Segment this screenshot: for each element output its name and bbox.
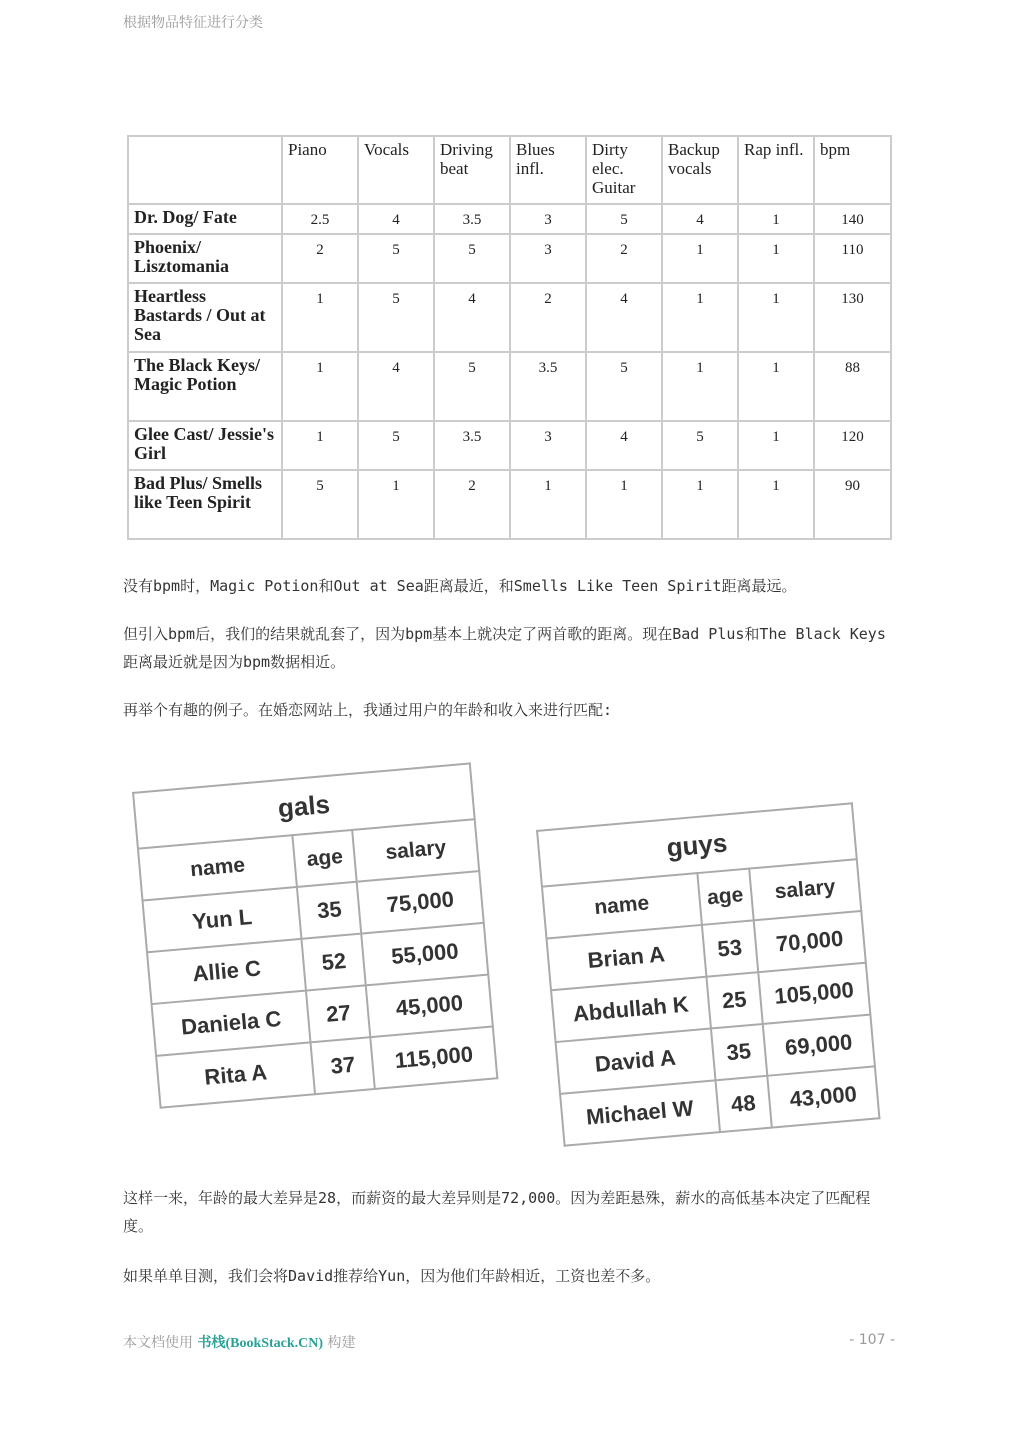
table-cell: 4: [586, 283, 662, 352]
column-header: Backup vocals: [662, 136, 738, 204]
column-header: age: [697, 869, 753, 925]
table-cell: 105,000: [758, 963, 870, 1024]
table-cell: 130: [814, 283, 891, 352]
column-header: name: [138, 835, 297, 900]
table-row: [128, 352, 891, 421]
table-cell: 4: [358, 204, 434, 234]
footer-credit: [123, 1332, 356, 1352]
table-cell: 1: [738, 204, 814, 234]
table-cell: 140: [814, 204, 891, 234]
table-cell: 43,000: [767, 1066, 879, 1127]
table-cell: 1: [738, 352, 814, 421]
table-title: guys: [537, 803, 857, 886]
table-cell: 5: [358, 283, 434, 352]
table-cell: 3.5: [434, 421, 510, 470]
table-cell: 1: [662, 234, 738, 283]
table-cell: 69,000: [763, 1015, 875, 1076]
table-cell: 55,000: [362, 923, 489, 985]
table-cell: 90: [814, 470, 891, 539]
table-cell: 48: [715, 1076, 771, 1132]
table-cell: 3: [510, 421, 586, 470]
table-cell: 1: [358, 470, 434, 539]
column-header: salary: [352, 819, 479, 881]
table-title: gals: [133, 763, 475, 848]
page-header: 根据物品特征进行分类: [123, 15, 263, 31]
table-cell: 25: [706, 972, 762, 1028]
table-cell: 5: [434, 234, 510, 283]
table-cell: 5: [434, 352, 510, 421]
table-cell: 1: [738, 283, 814, 352]
table-cell: 5: [282, 470, 358, 539]
table-cell: 37: [311, 1037, 375, 1094]
column-header: age: [293, 830, 357, 887]
table-cell: 5: [358, 421, 434, 470]
table-cell: 120: [814, 421, 891, 470]
column-header: [128, 136, 282, 204]
table-cell: 2: [510, 283, 586, 352]
table-cell: 2.5: [282, 204, 358, 234]
table-cell: 2: [282, 234, 358, 283]
column-header: Driving beat: [434, 136, 510, 204]
table-row: [128, 421, 891, 470]
song-name: Glee Cast/ Jessie's Girl: [128, 421, 282, 470]
table-cell: Rita A: [156, 1042, 315, 1107]
guys-table: [536, 802, 881, 1147]
table-cell: 3.5: [434, 204, 510, 234]
table-cell: 35: [711, 1024, 767, 1080]
table-cell: 1: [282, 352, 358, 421]
song-name: The Black Keys/ Magic Potion: [128, 352, 282, 421]
table-cell: 4: [434, 283, 510, 352]
table-cell: 52: [302, 934, 366, 991]
table-row: [128, 470, 891, 539]
paragraph: 这样一来，年龄的最大差异是28，而薪资的最大差异则是72,000。因为差距悬殊，薪水的高低基本决定了匹配程度。: [123, 1189, 871, 1235]
table-cell: 75,000: [357, 871, 484, 933]
table-cell: 27: [306, 985, 370, 1042]
table-cell: 1: [510, 470, 586, 539]
paragraph: 再举个有趣的例子。在婚恋网站上，我通过用户的年龄和收入来进行匹配:: [123, 701, 613, 719]
table-cell: 1: [662, 283, 738, 352]
music-feature-table: [127, 135, 892, 540]
table-cell: 70,000: [753, 911, 865, 972]
table-cell: 5: [586, 352, 662, 421]
song-name: Dr. Dog/ Fate: [128, 204, 282, 234]
song-name: Bad Plus/ Smells like Teen Spirit: [128, 470, 282, 539]
table-cell: 1: [738, 234, 814, 283]
column-header: bpm: [814, 136, 891, 204]
column-header: Blues infl.: [510, 136, 586, 204]
table-cell: 115,000: [371, 1026, 498, 1088]
column-header: Piano: [282, 136, 358, 204]
table-cell: Allie C: [147, 939, 306, 1004]
column-header: name: [542, 873, 702, 938]
table-cell: Yun L: [142, 887, 301, 952]
table-cell: Abdullah K: [551, 977, 711, 1042]
table-row: [128, 204, 891, 234]
table-cell: 3.5: [510, 352, 586, 421]
table-cell: 88: [814, 352, 891, 421]
table-cell: Brian A: [546, 925, 706, 990]
table-cell: 4: [662, 204, 738, 234]
table-row: [128, 283, 891, 352]
paragraph: 如果单单目测，我们会将David推荐给Yun，因为他们年龄相近，工资也差不多。: [123, 1267, 661, 1285]
table-cell: 1: [586, 470, 662, 539]
page-number: - 107 -: [849, 1332, 895, 1348]
table-cell: 5: [586, 204, 662, 234]
song-name: Heartless Bastards / Out at Sea: [128, 283, 282, 352]
table-cell: 1: [662, 470, 738, 539]
table-cell: 1: [738, 470, 814, 539]
paragraph: 但引入bpm后，我们的结果就乱套了，因为bpm基本上就决定了两首歌的距离。现在Bad Plus和The Black Keys距离最近就是因为bpm数据相近。: [123, 625, 886, 671]
table-cell: 35: [297, 882, 361, 939]
table-cell: 1: [662, 352, 738, 421]
table-cell: 3: [510, 234, 586, 283]
column-header: Vocals: [358, 136, 434, 204]
gals-table: [132, 762, 498, 1108]
table-cell: 4: [358, 352, 434, 421]
table-cell: 45,000: [366, 975, 493, 1037]
footer-suffix: 构建: [323, 1335, 356, 1351]
bookstack-link[interactable]: 书栈(BookStack.CN): [197, 1336, 324, 1351]
table-cell: Michael W: [560, 1080, 720, 1145]
table-cell: David A: [556, 1029, 716, 1094]
column-header: salary: [749, 859, 861, 920]
table-cell: 110: [814, 234, 891, 283]
column-header: Rap infl.: [738, 136, 814, 204]
table-cell: 1: [282, 283, 358, 352]
table-cell: 2: [434, 470, 510, 539]
table-cell: 53: [702, 920, 758, 976]
paragraph: 没有bpm时，Magic Potion和Out at Sea距离最近，和Smells Like Teen Spirit距离最远。: [123, 577, 797, 595]
table-cell: 5: [662, 421, 738, 470]
song-name: Phoenix/ Lisztomania: [128, 234, 282, 283]
table-cell: 5: [358, 234, 434, 283]
table-row: [128, 234, 891, 283]
column-header: Dirty elec. Guitar: [586, 136, 662, 204]
table-cell: 1: [282, 421, 358, 470]
footer-prefix: 本文档使用: [123, 1335, 198, 1351]
table-cell: 1: [738, 421, 814, 470]
table-cell: Daniela C: [152, 991, 311, 1056]
table-cell: 4: [586, 421, 662, 470]
table-cell: 2: [586, 234, 662, 283]
table-cell: 3: [510, 204, 586, 234]
